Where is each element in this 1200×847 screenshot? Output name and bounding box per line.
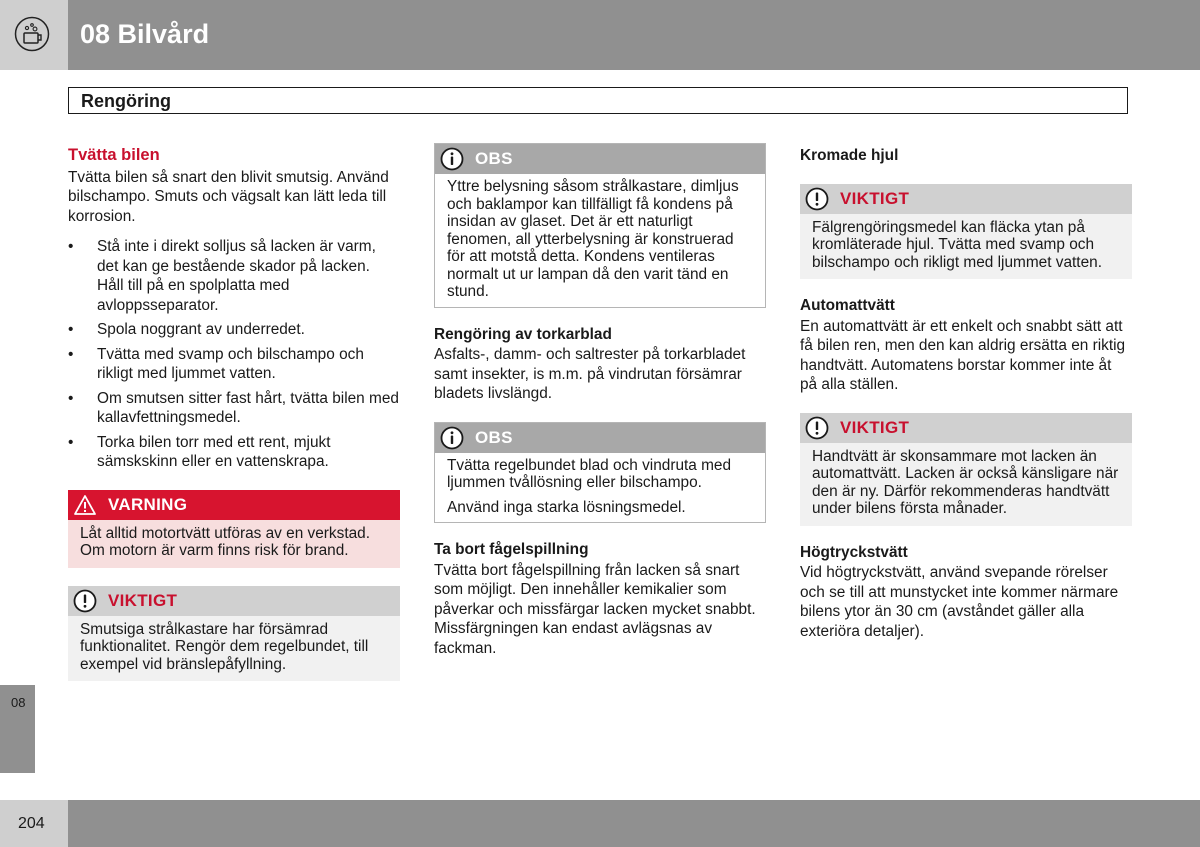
note-body <box>435 453 765 523</box>
bullet-icon: • <box>68 238 74 255</box>
note-box <box>434 422 766 524</box>
note-text: Tvätta regelbundet blad och vindruta med ljummen tvållösning eller bilschampo. <box>447 456 732 491</box>
wiper-text: Asfalts-, damm- och saltrester på torkarbladet samt insekter, is m.m. på vindrutan försämrar bladets livslängd. <box>434 346 746 402</box>
section-title: Rengöring <box>81 91 171 111</box>
list-item: • Torka bilen torr med ett rent, mjukt sämskskinn eller en vattenskrapa. <box>68 433 331 470</box>
important-box-header <box>800 413 1132 443</box>
page-number: 204 <box>18 815 45 832</box>
important-box-header <box>68 586 400 616</box>
heading-pressure-wash: Högtryckstvätt <box>800 543 908 561</box>
bullet-icon: • <box>68 433 74 451</box>
note-box-header <box>435 423 765 453</box>
important-text: Fälgrengöringsmedel kan fläcka ytan på kromläterade hjul. Tvätta med svamp och bilschampo och rikligt med ljummet vatten. <box>812 218 1102 271</box>
automatic-wash-text: En automattvätt är ett enkelt och snabbt sätt att få bilen ren, men den kan aldrig ersätta en riktig handtvätt. Automatens borstar kommer inte åt på alla ställen. <box>800 317 1126 393</box>
important-box <box>68 586 400 682</box>
info-circle-icon <box>440 426 464 450</box>
footer-bar <box>68 800 1200 847</box>
chapter-side-tab-label: 08 <box>11 695 26 710</box>
section-header <box>68 87 1128 114</box>
note-text: Yttre belysning såsom strålkastare, dimljus och baklampor kan tillfälligt få kondens på insidan av glaset. Det är ett naturligt fenomen, all ytterbelysning är konstruerad för att motstå detta. Kondens ventileras normalt ut ur lampan då den varit tänd en stund. <box>447 178 739 300</box>
chapter-tab-header <box>0 0 68 70</box>
heading-wiper-blades: Rengöring av torkarblad <box>434 325 612 343</box>
wash-bullet-list <box>68 237 400 472</box>
bird-text: Tvätta bort fågelspillning från lacken så snart som möjligt. Den innehåller kemikalier som påverkar och missfärgar lacken mycket snabbt. Missfärgningen kan endast avlägsnas av fackman. <box>434 561 756 657</box>
warning-box <box>68 490 400 568</box>
chapter-side-tab <box>0 685 35 773</box>
header-bar <box>68 0 1200 70</box>
heading-bird-droppings: Ta bort fågelspillning <box>434 541 589 558</box>
important-text: Handtvätt är skonsammare mot lacken än automattvätt. Lacken är också känsligare när den är ny. Därför rekommenderas handtvätt under bilens första månader. <box>812 447 1119 517</box>
important-label: VIKTIGT <box>840 417 910 437</box>
important-box-header <box>800 184 1132 214</box>
wash-intro-text: Tvätta bilen så snart den blivit smutsig. Använd bilschampo. Smuts och vägsalt kan lätt leda till korrosion. <box>68 168 389 225</box>
column-3 <box>800 143 1132 641</box>
column-1 <box>68 143 400 681</box>
heading-automatic-wash: Automattvätt <box>800 297 895 314</box>
column-2 <box>434 143 766 658</box>
exclamation-circle-icon <box>73 589 97 613</box>
important-label: VIKTIGT <box>840 188 910 208</box>
list-item: • Tvätta med svamp och bilschampo och rikligt med ljummet vatten. <box>68 345 364 382</box>
bullet-icon: • <box>68 345 74 363</box>
warning-box-header <box>68 490 400 520</box>
note-box-header <box>435 144 765 174</box>
important-box <box>800 184 1132 280</box>
pressure-wash-text: Vid högtryckstvätt, använd svepande rörelser och se till att munstycket inte kommer närmare bilens ytor än 30 cm (avståndet gäller alla exteriöra detaljer). <box>800 564 1119 640</box>
warning-triangle-icon <box>73 493 97 517</box>
bullet-icon: • <box>68 389 74 407</box>
heading-wash-car: Tvätta bilen <box>68 146 160 164</box>
important-box <box>800 413 1132 526</box>
note-box <box>434 143 766 308</box>
exclamation-circle-icon <box>805 187 829 211</box>
info-circle-icon <box>440 147 464 171</box>
chapter-title: 08 Bilvård <box>80 19 210 49</box>
warning-label: VARNING <box>108 494 188 514</box>
exclamation-circle-icon <box>805 416 829 440</box>
heading-chrome-wheels: Kromade hjul <box>800 147 899 164</box>
note-label: OBS <box>475 427 513 447</box>
list-item: • Spola noggrant av underredet. <box>68 321 305 338</box>
car-wash-icon <box>14 16 50 52</box>
note-text: Använd inga starka lösningsmedel. <box>447 498 686 516</box>
important-text: Smutsiga strålkastare har försämrad funktionalitet. Rengör dem regelbundet, till exempel vid bränslepåfyllning. <box>80 620 369 673</box>
warning-text: Låt alltid motortvätt utföras av en verkstad. Om motorn är varm finns risk för brand. <box>80 524 370 559</box>
important-label: VIKTIGT <box>108 590 178 610</box>
list-item: • Om smutsen sitter fast hårt, tvätta bilen med kallavfettningsmedel. <box>68 389 399 426</box>
bullet-icon: • <box>68 321 74 338</box>
note-label: OBS <box>475 149 513 168</box>
list-item: • Stå inte i direkt solljus så lacken är varm, det kan ge bestående skador på lacken. Håll till på en spolplatta med avloppsseparator. <box>68 238 376 314</box>
